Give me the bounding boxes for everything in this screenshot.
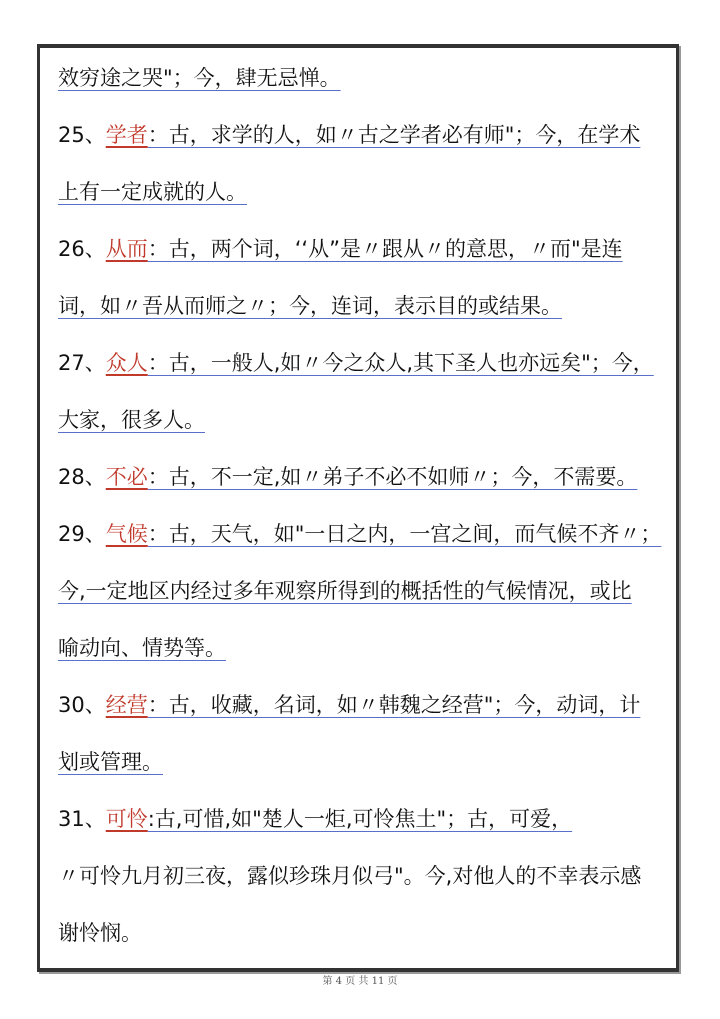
entry-term: 不必 [105,465,148,489]
entry-term: 众人 [105,351,148,375]
entry-body-line-1: ：古，一般人,如〃今之众人,其下圣人也亦远矣"；今， [147,351,654,375]
entry-body-line-1: ：古，天气，如"一日之内，一宫之间，而气候不齐〃； [147,522,662,546]
entry-number: 31、 [58,807,106,831]
document-body [58,50,666,962]
entry-26 [58,221,666,335]
entry-term: 可怜 [105,807,148,831]
entry-body-line-2: 大家，很多人。 [58,408,205,432]
intro-line [58,50,666,107]
entry-number: 26、 [58,237,106,261]
entry-body-line-1: :古,可惜,如"楚人一炬,可怜焦土"；古，可爱， [147,807,573,831]
entry-body-line-1: ：古，两个词，‘‘从”是〃跟从〃的意思，〃而"是连 [147,237,623,261]
entry-term: 气候 [105,522,148,546]
entry-term: 从而 [105,237,148,261]
entry-28 [58,449,666,506]
entry-body-line-2: 上有一定成就的人。 [58,180,247,204]
page-footer: 第 4 页 共 11 页 [322,976,398,987]
entry-body-line-3: 谢怜悯。 [58,921,142,945]
entry-body-line-1: ：古，求学的人，如〃古之学者必有师"；今，在学术 [147,123,641,147]
entry-body-line-2: 划或管理。 [58,750,163,774]
entry-number: 30、 [58,693,106,717]
entry-body-line-1: ：古，收藏，名词，如〃韩魏之经营"；今，动词，计 [147,693,641,717]
entry-number: 27、 [58,351,106,375]
entry-number: 25、 [58,123,106,147]
entry-body-line-2: 词，如〃吾从而师之〃；今，连词，表示目的或结果。 [58,294,562,318]
entry-body-line-2: 今,一定地区内经过多年观察所得到的概括性的气候情况，或比 [58,579,632,603]
entry-term: 学者 [105,123,148,147]
entry-number: 28、 [58,465,106,489]
entry-body-line-2: 〃可怜九月初三夜，露似珍珠月似弓"。今,对他人的不幸表示感 [58,864,642,888]
entry-body-line-3: 喻动向、情势等。 [58,636,226,660]
entry-29 [58,506,666,677]
entry-body-line-1: ：古，不一定,如〃弟子不必不如师〃；今，不需要。 [147,465,638,489]
intro-text: 效穷途之哭"；今，肆无忌惮。 [58,66,341,90]
entry-25 [58,107,666,221]
entry-term: 经营 [105,693,148,717]
entry-27 [58,335,666,449]
entry-31 [58,791,666,962]
entry-30 [58,677,666,791]
entry-number: 29、 [58,522,106,546]
